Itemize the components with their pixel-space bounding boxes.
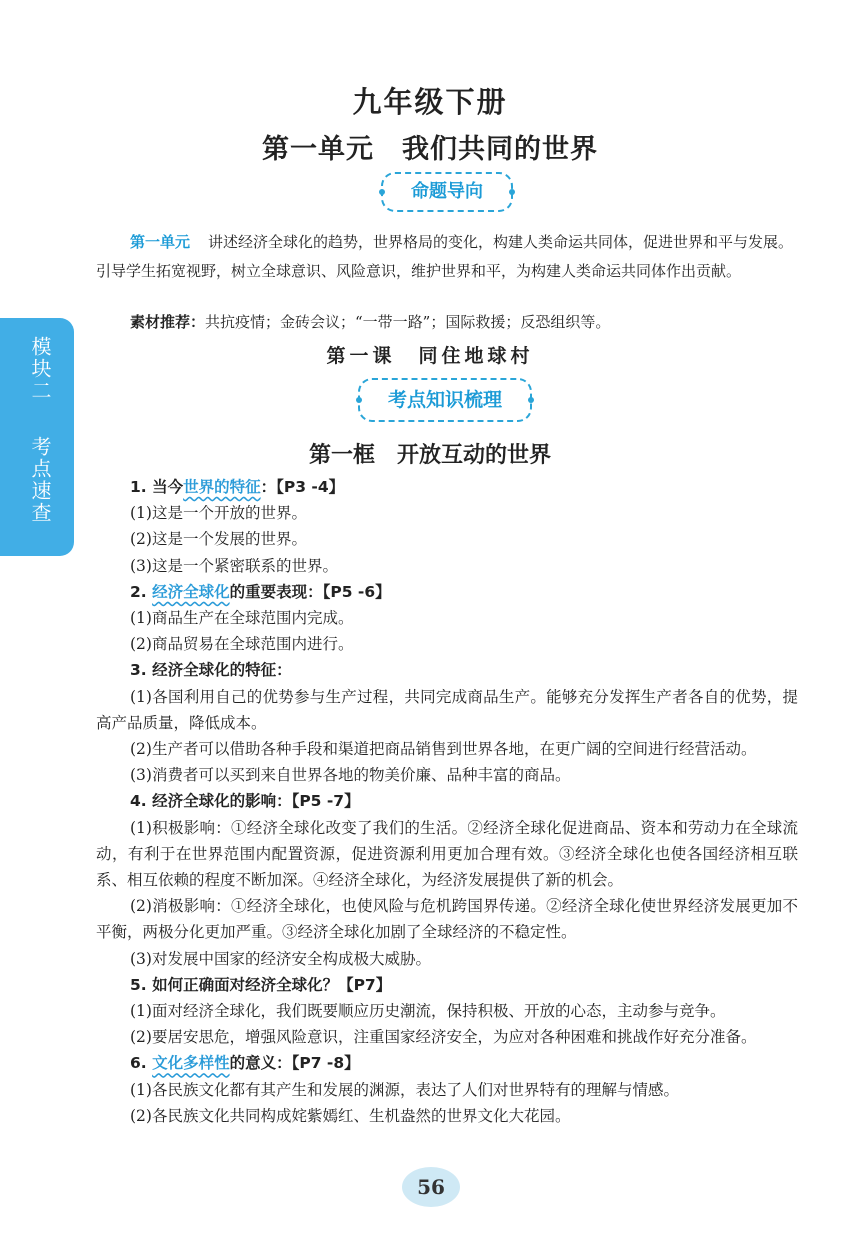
materials-label: 素材推荐： xyxy=(130,313,206,331)
proposition-badge: 命题导向 xyxy=(381,172,513,212)
knowledge-content xyxy=(96,474,798,1129)
section-heading-text: 6. xyxy=(130,1054,153,1073)
section-heading xyxy=(96,1050,798,1076)
list-item: (2)要居安思危，增强风险意识，注重国家经济安全，为应对各种困难和挑战作好充分准备。 xyxy=(130,1028,757,1047)
section-heading xyxy=(96,788,798,814)
unit-title: 第一单元 我们共同的世界 xyxy=(262,134,598,165)
unit-intro-text: 讲述经济全球化的趋势，世界格局的变化，构建人类命运共同体，促进世界和平与发展。引导学生拓宽视野，树立全球意识、风险意识，维护世界和平，为构建人类命运共同体作出贡献。 xyxy=(96,233,794,280)
side-tab-quick-check: 考点速查 xyxy=(28,436,52,524)
list-item: (1)各民族文化都有其产生和发展的渊源，表达了人们对世界特有的理解与情感。 xyxy=(130,1080,679,1099)
section-heading xyxy=(96,657,798,683)
unit-intro xyxy=(96,228,796,286)
list-item: (1)各国利用自己的优势参与生产过程，共同完成商品生产。能够充分发挥生产者各自的优势，提高产品质量，降低成本。 xyxy=(96,687,798,732)
list-item: (2)消极影响：①经济全球化，也使风险与危机跨国界传递。②经济全球化使世界经济发展更加不平衡，两极分化更加严重。③经济全球化加剧了全球经济的不稳定性。 xyxy=(96,897,798,942)
section-heading-text: 4. 经济全球化的影响：【P5 -7】 xyxy=(130,792,360,811)
highlighted-term: 经济全球化 xyxy=(152,582,230,601)
section-heading-text: 1. 当今 xyxy=(130,478,184,496)
page-number: 56 xyxy=(402,1167,460,1207)
list-item: (1)这是一个开放的世界。 xyxy=(130,504,307,523)
list-item: (1)商品生产在全球范围内完成。 xyxy=(130,609,354,628)
list-item: (1)面对经济全球化，我们既要顺应历史潮流，保持积极、开放的心态，主动参与竞争。 xyxy=(130,1002,726,1021)
section-heading-ref: 的重要表现：【P5 -6】 xyxy=(229,582,391,601)
list-item: (2)商品贸易在全球范围内进行。 xyxy=(130,635,354,654)
section-heading-ref: 的意义：【P7 -8】 xyxy=(229,1054,360,1073)
list-item: (3)消费者可以买到来自世界各地的物美价廉、品种丰富的商品。 xyxy=(130,766,571,785)
side-tab-module: 模块二 xyxy=(28,336,52,402)
lesson-title: 第一课 同住地球村 xyxy=(326,345,534,367)
book-title: 九年级下册 xyxy=(352,85,508,119)
section-heading xyxy=(96,972,798,998)
highlighted-term: 世界的特征 xyxy=(183,478,261,496)
list-item: (1)积极影响：①经济全球化改变了我们的生活。②经济全球化促进商品、资本和劳动力在全球流动，有利于在世界范围内配置资源，促进资源利用更加合理有效。③经济全球化也使各国经济相互联系、相互依赖的程度不断加深。④经济全球化，为经济发展提供了新的机会。 xyxy=(96,818,798,890)
section-heading xyxy=(96,474,798,500)
list-item: (3)对发展中国家的经济安全构成极大威胁。 xyxy=(130,949,431,968)
frame-title: 第一框 开放互动的世界 xyxy=(308,443,551,468)
section-heading-text: 5. 如何正确面对经济全球化？【P7】 xyxy=(130,975,392,994)
section-heading-text: 3. 经济全球化的特征： xyxy=(130,661,292,680)
list-item: (2)这是一个发展的世界。 xyxy=(130,530,307,549)
section-heading xyxy=(96,579,798,605)
materials-text: 共抗疫情；金砖会议；“一带一路”；国际救援；反恐组织等。 xyxy=(205,313,611,331)
section-heading-ref: ：【P3 -4】 xyxy=(260,478,345,496)
unit-label: 第一单元 xyxy=(130,233,191,251)
section-heading-text: 2. xyxy=(130,582,153,601)
knowledge-badge: 考点知识梳理 xyxy=(358,378,532,422)
side-tab xyxy=(0,318,74,556)
list-item: (2)生产者可以借助各种手段和渠道把商品销售到世界各地，在更广阔的空间进行经营活动。 xyxy=(130,740,757,759)
materials-recommendation xyxy=(130,311,610,332)
list-item: (3)这是一个紧密联系的世界。 xyxy=(130,556,338,575)
highlighted-term: 文化多样性 xyxy=(152,1054,230,1073)
list-item: (2)各民族文化共同构成姹紫嫣红、生机盎然的世界文化大花园。 xyxy=(130,1106,571,1125)
